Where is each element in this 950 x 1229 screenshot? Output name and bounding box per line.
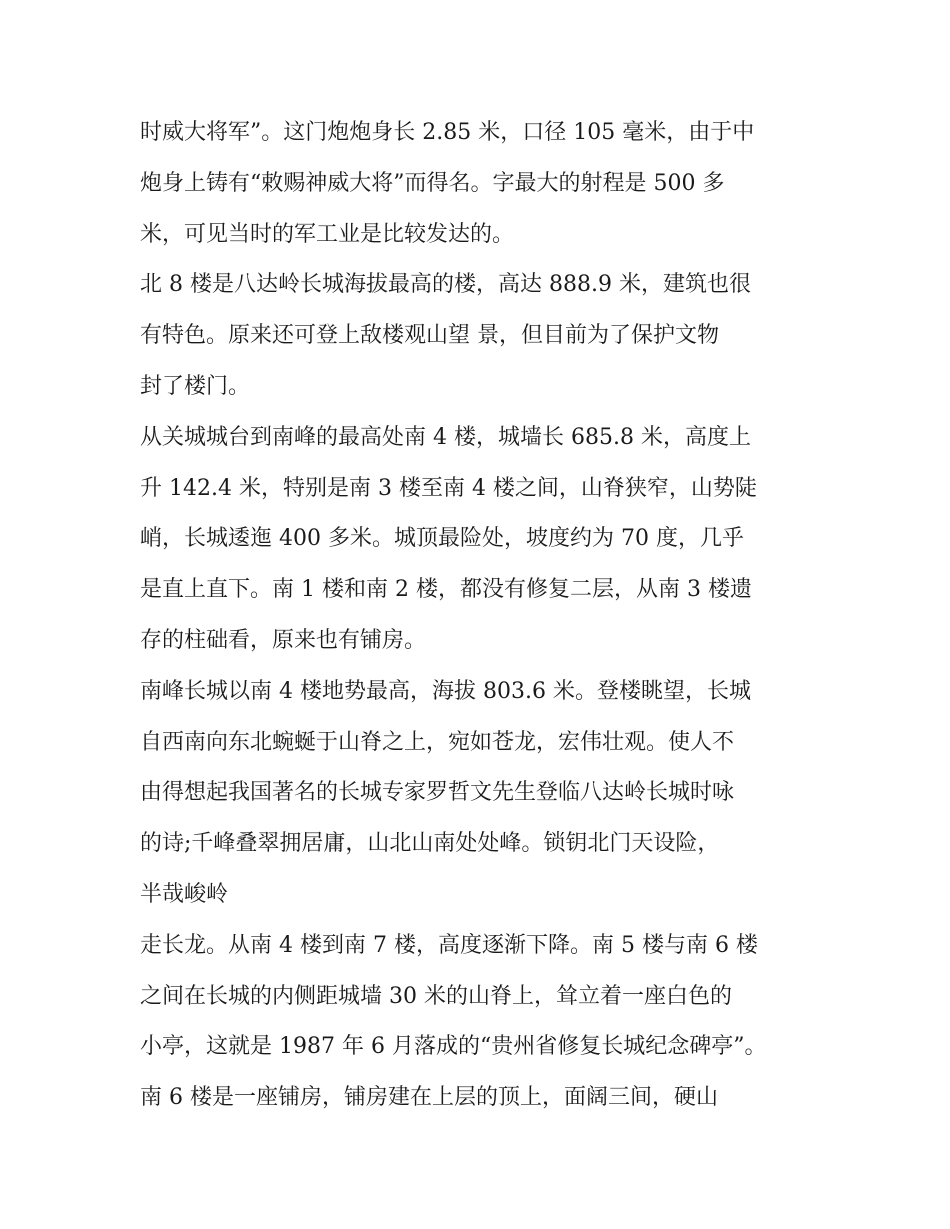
text-line: 从关城城台到南峰的最高处南 4 楼，城墙长 685.8 米，高度上 (140, 424, 751, 450)
text-line: 由得想起我国著名的长城专家罗哲文先生登临八达岭长城时咏 (140, 780, 735, 806)
text-line: 米，可见当时的军工业是比较发达的。 (140, 221, 515, 247)
text-line: 峭，长城逶迤 400 多米。城顶最险处，坡度约为 70 度，几乎 (140, 526, 744, 552)
text-line: 有特色。原来还可登上敌楼观山望 景，但目前为了保护文物 (140, 323, 719, 349)
text-line: 升 142.4 米，特别是南 3 楼至南 4 楼之间，山脊狭窄，山势陡 (140, 475, 757, 501)
text-line: 封了楼门。 (140, 373, 251, 399)
text-line: 半哉峻岭 (140, 881, 229, 907)
text-line: 北 8 楼是八达岭长城海拔最高的楼，高达 888.9 米，建筑也很 (140, 272, 751, 298)
text-line: 小亭，这就是 1987 年 6 月落成的“贵州省修复长城纪念碑亭”。 (140, 1034, 767, 1060)
text-line: 存的柱础看，原来也有铺房。 (140, 627, 427, 653)
text-line: 南 6 楼是一座铺房，铺房建在上层的顶上，面阔三间，硬山 (140, 1085, 718, 1111)
text-line: 炮身上铸有“敕赐神威大将”而得名。字最大的射程是 500 多 (140, 170, 725, 196)
text-line: 走长龙。从南 4 楼到南 7 楼，高度逐渐下降。南 5 楼与南 6 楼 (140, 932, 758, 958)
text-line: 的诗;千峰叠翠拥居庸，山北山南处处峰。锁钥北门天设险， (140, 831, 720, 857)
body-text (140, 108, 830, 1124)
text-line: 是直上直下。南 1 楼和南 2 楼，都没有修复二层，从南 3 楼遗 (140, 577, 752, 603)
text-line: 时威大将军”。这门炮炮身长 2.85 米，口径 105 毫米，由于中 (140, 120, 755, 145)
text-line: 之间在长城的内侧距城墙 30 米的山脊上，耸立着一座白色的 (140, 983, 732, 1009)
text-line: 南峰长城以南 4 楼地势最高，海拔 803.6 米。登楼眺望，长城 (140, 678, 751, 704)
text-line: 自西南向东北蜿蜒于山脊之上，宛如苍龙，宏伟壮观。使人不 (140, 729, 735, 755)
